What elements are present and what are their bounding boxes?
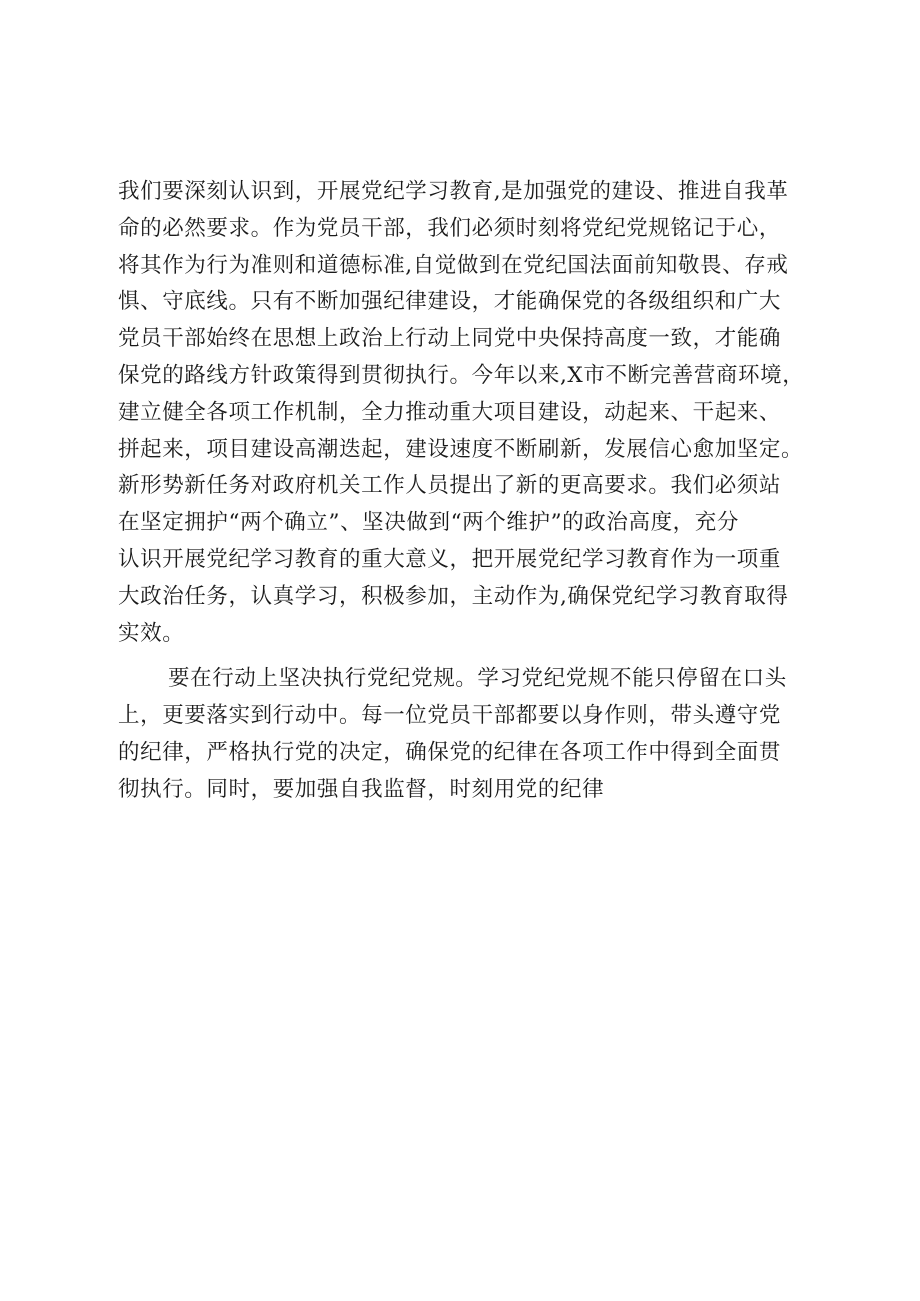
paragraph-line: 的纪律，严格执行党的决定，确保党的纪律在各项工作中得到全面贯: [118, 739, 782, 765]
paragraph-line: 建立健全各项工作机制，全力推动重大项目建设，动起来、干起来、: [118, 399, 782, 425]
paragraph-spacer: [118, 652, 828, 661]
paragraph-line: 大政治任务，认真学习，积极参加，主动作为,确保党纪学习教育取得: [118, 583, 789, 609]
paragraph-line: 拼起来，项目建设高潮迭起，建设速度不断刷新，发展信心愈加坚定。: [118, 436, 804, 462]
paragraph-line: 将其作为行为准则和道德标准,自觉做到在党纪国法面前知敬畏、存戒: [118, 252, 789, 278]
paragraph-2: [118, 661, 828, 808]
paragraph-line: 上，更要落实到行动中。每一位党员干部都要以身作则，带头遵守党: [118, 703, 782, 729]
paragraph-line: 彻执行。同时，要加强自我监督，时刻用党的纪律: [118, 776, 605, 802]
paragraph-line: 党员干部始终在思想上政治上行动上同党中央保持高度一致，才能确: [118, 326, 782, 352]
paragraph-line: 惧、守底线。只有不断加强纪律建设，才能确保党的各级组织和广大: [118, 289, 782, 315]
body-text: [118, 174, 828, 809]
paragraph-1: [118, 174, 828, 652]
paragraph-line: 新形势新任务对政府机关工作人员提出了新的更高要求。我们必须站: [118, 473, 782, 499]
paragraph-line: 要在行动上坚决执行党纪党规。学习党纪党规不能只停留在口头: [168, 666, 787, 692]
paragraph-line: 实效。: [118, 620, 185, 646]
paragraph-line: 我们要深刻认识到，开展党纪学习教育,是加强党的建设、推进自我革: [118, 179, 789, 204]
paragraph-line: 命的必然要求。作为党员干部，我们必须时刻将党纪党规铭记于心，: [118, 215, 782, 241]
paragraph-line: 认识开展党纪学习教育的重大意义，把开展党纪学习教育作为一项重: [118, 546, 782, 572]
paragraph-line: 保党的路线方针政策得到贯彻执行。今年以来,X市不断完善营商环境，: [118, 362, 805, 388]
paragraph-line: 在坚定拥护“两个确立”、坚决做到“两个维护”的政治高度，充分: [118, 510, 739, 536]
